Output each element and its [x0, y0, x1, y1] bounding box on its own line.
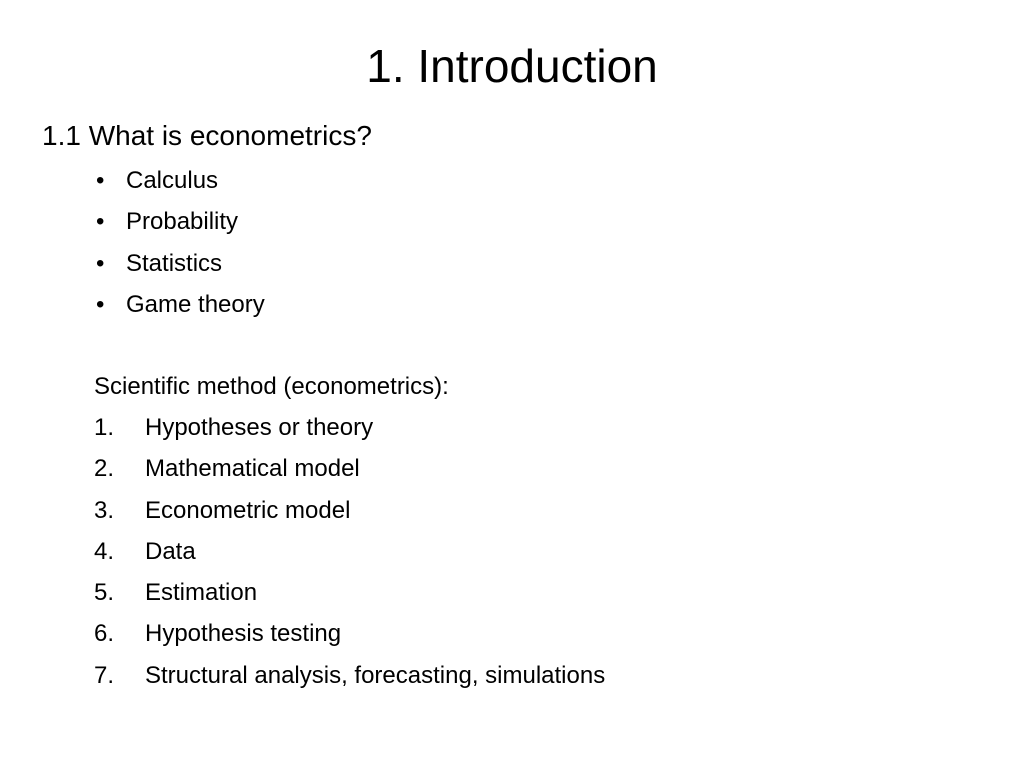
section-heading: 1.1 What is econometrics? — [42, 120, 372, 151]
bullet-item-game-theory — [96, 284, 265, 325]
step-label: Estimation — [145, 579, 258, 607]
bullet-item-probability — [96, 201, 265, 242]
step-item — [94, 407, 605, 448]
step-label: Structural analysis, forecasting, simulations — [145, 661, 606, 689]
step-item — [94, 655, 605, 696]
step-number: 1. — [94, 414, 115, 441]
bullet-dot-icon: • — [96, 208, 105, 236]
bullet-label: Game theory — [126, 290, 265, 318]
step-label: Mathematical model — [145, 455, 360, 483]
bullet-item-statistics — [96, 243, 265, 284]
step-item — [94, 572, 605, 613]
slide-title: 1. Introduction — [366, 40, 658, 92]
step-number: 2. — [94, 455, 115, 483]
step-label: Hypothesis testing — [145, 620, 342, 648]
bullet-item-calculus — [96, 160, 265, 201]
step-label: Data — [145, 537, 196, 565]
step-item — [94, 490, 605, 531]
step-item — [94, 448, 605, 489]
step-label: Econometric model — [145, 496, 351, 524]
method-heading: Scientific method (econometrics): — [94, 373, 449, 400]
step-number: 5. — [94, 579, 115, 607]
topic-bullet-list — [96, 160, 265, 325]
step-number: 6. — [94, 620, 115, 648]
step-item — [94, 613, 605, 654]
step-label: Hypotheses or theory — [145, 414, 374, 441]
bullet-dot-icon: • — [96, 249, 105, 277]
step-number: 7. — [94, 661, 115, 689]
bullet-dot-icon: • — [96, 167, 105, 194]
step-item — [94, 531, 605, 572]
bullet-dot-icon: • — [96, 290, 105, 318]
bullet-label: Statistics — [126, 249, 223, 277]
step-number: 3. — [94, 496, 115, 524]
method-step-list — [94, 407, 605, 696]
bullet-label: Probability — [126, 208, 239, 236]
bullet-label: Calculus — [126, 167, 219, 194]
step-number: 4. — [94, 537, 115, 565]
